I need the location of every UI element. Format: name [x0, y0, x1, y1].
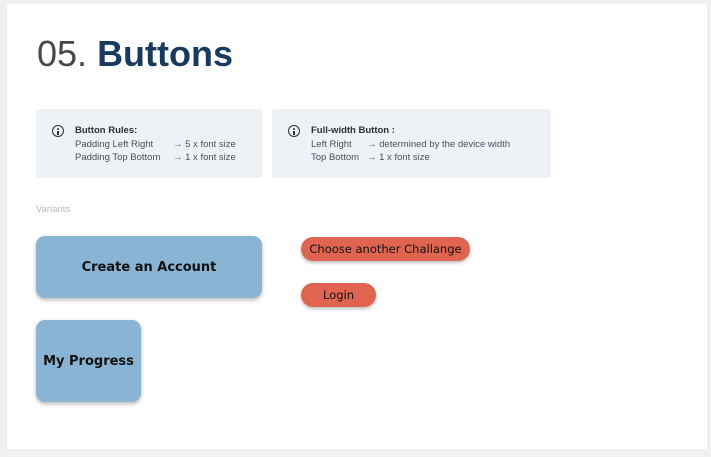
- page-title: [37, 32, 233, 76]
- rule-value: → determined by the device width: [367, 139, 511, 150]
- rule-row: [311, 152, 430, 163]
- content-card: [7, 4, 707, 449]
- section-number: 05.: [37, 33, 88, 74]
- rule-label: Top Bottom: [311, 152, 360, 163]
- info-icon: [52, 125, 64, 137]
- full-width-button-box: [272, 109, 551, 178]
- login-button[interactable]: Login: [301, 283, 376, 307]
- rule-value: → 1 x font size: [367, 152, 430, 163]
- variants-label: Variants: [36, 204, 71, 215]
- rule-value: → 5 x font size: [173, 139, 236, 150]
- button-rules-box: [36, 109, 262, 178]
- create-account-button[interactable]: Create an Account: [36, 236, 262, 298]
- rule-row: [75, 152, 236, 163]
- section-title: Buttons: [97, 33, 234, 74]
- button-rules-heading: Button Rules:: [75, 125, 138, 136]
- rule-value: → 1 x font size: [173, 152, 236, 163]
- choose-challenge-button[interactable]: Choose another Challange: [301, 237, 470, 261]
- my-progress-button[interactable]: My Progress: [36, 320, 141, 402]
- rule-label: Padding Left Right: [75, 139, 154, 150]
- rule-row: [311, 139, 511, 150]
- info-icon: [288, 125, 300, 137]
- full-width-heading: Full-width Button :: [311, 125, 395, 136]
- rule-row: [75, 139, 236, 150]
- rule-label: Left Right: [311, 139, 352, 150]
- rule-label: Padding Top Bottom: [75, 152, 161, 163]
